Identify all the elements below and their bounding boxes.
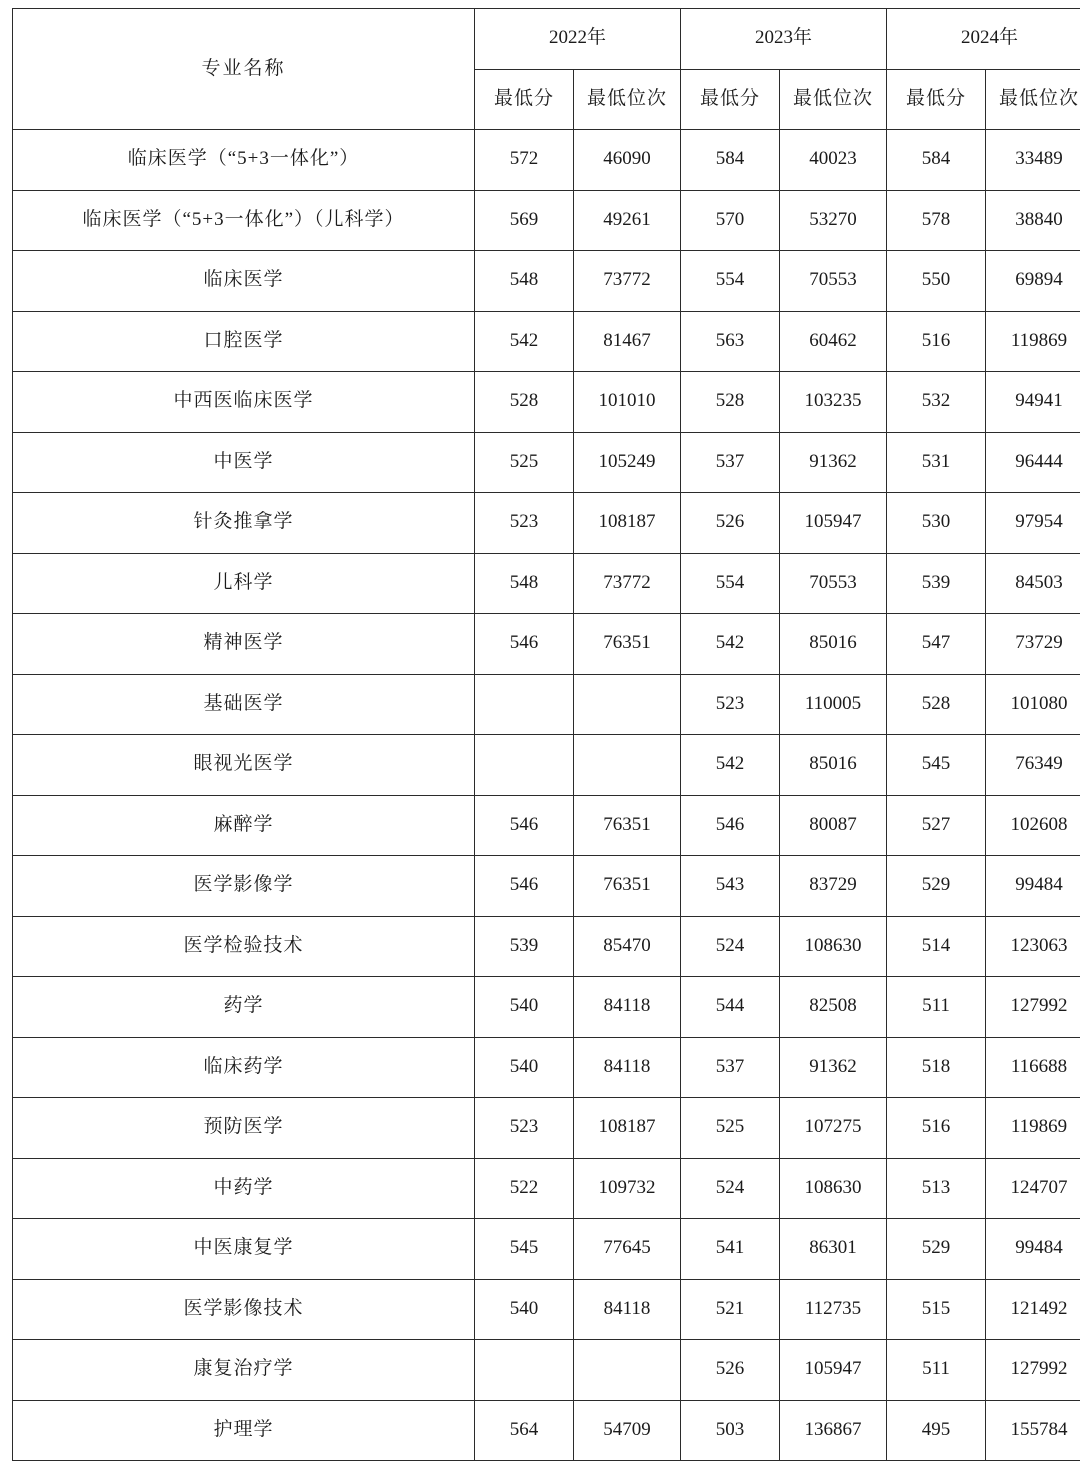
min-score-cell: 528 bbox=[887, 674, 986, 735]
column-header-min-score-2024: 最低分 bbox=[887, 69, 986, 130]
min-score-cell: 548 bbox=[475, 251, 574, 312]
min-score-cell: 554 bbox=[681, 553, 780, 614]
major-name-cell: 口腔医学 bbox=[13, 311, 475, 372]
min-score-cell: 540 bbox=[475, 1279, 574, 1340]
table-row bbox=[13, 1279, 1080, 1340]
table-row bbox=[13, 372, 1080, 433]
min-rank-cell: 97954 bbox=[986, 493, 1080, 554]
major-name-cell: 中医康复学 bbox=[13, 1219, 475, 1280]
min-rank-cell: 107275 bbox=[780, 1098, 887, 1159]
min-score-cell: 522 bbox=[475, 1158, 574, 1219]
min-rank-cell: 76351 bbox=[574, 795, 681, 856]
min-score-cell: 546 bbox=[475, 856, 574, 917]
major-name-cell: 临床医学（“5+3一体化”） bbox=[13, 130, 475, 191]
min-rank-cell: 73729 bbox=[986, 614, 1080, 675]
min-rank-cell: 46090 bbox=[574, 130, 681, 191]
min-score-cell: 544 bbox=[681, 977, 780, 1038]
min-score-cell: 539 bbox=[887, 553, 986, 614]
min-rank-cell: 108187 bbox=[574, 1098, 681, 1159]
min-rank-cell bbox=[574, 735, 681, 796]
min-rank-cell: 77645 bbox=[574, 1219, 681, 1280]
min-score-cell: 525 bbox=[475, 432, 574, 493]
min-score-cell: 523 bbox=[475, 1098, 574, 1159]
min-rank-cell: 85470 bbox=[574, 916, 681, 977]
table-row bbox=[13, 735, 1080, 796]
min-rank-cell: 70553 bbox=[780, 553, 887, 614]
major-name-cell: 临床药学 bbox=[13, 1037, 475, 1098]
column-header-min-rank-2024: 最低位次 bbox=[986, 69, 1080, 130]
min-rank-cell: 119869 bbox=[986, 1098, 1080, 1159]
major-name-cell: 预防医学 bbox=[13, 1098, 475, 1159]
min-score-cell: 564 bbox=[475, 1400, 574, 1461]
min-rank-cell: 110005 bbox=[780, 674, 887, 735]
table-row bbox=[13, 1400, 1080, 1461]
major-name-cell: 中医学 bbox=[13, 432, 475, 493]
min-score-cell: 526 bbox=[681, 493, 780, 554]
major-name-cell: 基础医学 bbox=[13, 674, 475, 735]
min-score-cell: 542 bbox=[681, 614, 780, 675]
min-rank-cell: 108187 bbox=[574, 493, 681, 554]
min-rank-cell: 99484 bbox=[986, 1219, 1080, 1280]
min-rank-cell: 73772 bbox=[574, 553, 681, 614]
min-rank-cell: 101080 bbox=[986, 674, 1080, 735]
min-rank-cell: 40023 bbox=[780, 130, 887, 191]
min-score-cell: 524 bbox=[681, 916, 780, 977]
min-score-cell: 572 bbox=[475, 130, 574, 191]
min-rank-cell: 53270 bbox=[780, 190, 887, 251]
min-score-cell bbox=[475, 1340, 574, 1401]
table-row bbox=[13, 614, 1080, 675]
min-rank-cell: 82508 bbox=[780, 977, 887, 1038]
min-rank-cell: 108630 bbox=[780, 916, 887, 977]
min-score-cell: 570 bbox=[681, 190, 780, 251]
min-rank-cell: 123063 bbox=[986, 916, 1080, 977]
min-score-cell: 584 bbox=[887, 130, 986, 191]
min-rank-cell: 85016 bbox=[780, 614, 887, 675]
major-name-cell: 药学 bbox=[13, 977, 475, 1038]
min-score-cell: 531 bbox=[887, 432, 986, 493]
min-score-cell: 545 bbox=[887, 735, 986, 796]
min-score-cell: 578 bbox=[887, 190, 986, 251]
min-score-cell: 511 bbox=[887, 1340, 986, 1401]
min-score-cell: 528 bbox=[681, 372, 780, 433]
min-rank-cell: 60462 bbox=[780, 311, 887, 372]
major-name-cell: 儿科学 bbox=[13, 553, 475, 614]
min-rank-cell: 76349 bbox=[986, 735, 1080, 796]
min-score-cell: 550 bbox=[887, 251, 986, 312]
min-rank-cell: 105249 bbox=[574, 432, 681, 493]
min-score-cell: 584 bbox=[681, 130, 780, 191]
column-header-year-2024: 2024年 bbox=[887, 9, 1080, 70]
min-rank-cell: 83729 bbox=[780, 856, 887, 917]
min-rank-cell: 84503 bbox=[986, 553, 1080, 614]
min-rank-cell: 54709 bbox=[574, 1400, 681, 1461]
min-score-cell: 526 bbox=[681, 1340, 780, 1401]
major-name-cell: 康复治疗学 bbox=[13, 1340, 475, 1401]
min-score-cell: 527 bbox=[887, 795, 986, 856]
min-rank-cell: 109732 bbox=[574, 1158, 681, 1219]
min-score-cell: 514 bbox=[887, 916, 986, 977]
min-rank-cell: 96444 bbox=[986, 432, 1080, 493]
table-row bbox=[13, 311, 1080, 372]
major-name-cell: 针灸推拿学 bbox=[13, 493, 475, 554]
min-rank-cell bbox=[574, 674, 681, 735]
min-rank-cell: 86301 bbox=[780, 1219, 887, 1280]
major-name-cell: 医学影像技术 bbox=[13, 1279, 475, 1340]
min-rank-cell: 49261 bbox=[574, 190, 681, 251]
min-score-cell: 539 bbox=[475, 916, 574, 977]
min-score-cell: 537 bbox=[681, 432, 780, 493]
min-rank-cell: 103235 bbox=[780, 372, 887, 433]
min-rank-cell: 155784 bbox=[986, 1400, 1080, 1461]
min-rank-cell: 102608 bbox=[986, 795, 1080, 856]
table-row bbox=[13, 1158, 1080, 1219]
min-score-cell: 524 bbox=[681, 1158, 780, 1219]
table-header bbox=[13, 9, 1080, 130]
min-rank-cell: 94941 bbox=[986, 372, 1080, 433]
table-row bbox=[13, 251, 1080, 312]
min-rank-cell: 84118 bbox=[574, 977, 681, 1038]
table-row bbox=[13, 190, 1080, 251]
min-rank-cell: 101010 bbox=[574, 372, 681, 433]
table-row bbox=[13, 553, 1080, 614]
column-header-min-score-2022: 最低分 bbox=[475, 69, 574, 130]
min-rank-cell: 84118 bbox=[574, 1037, 681, 1098]
min-rank-cell bbox=[574, 1340, 681, 1401]
table-body bbox=[13, 130, 1080, 1461]
column-header-min-rank-2022: 最低位次 bbox=[574, 69, 681, 130]
min-score-cell: 523 bbox=[681, 674, 780, 735]
major-name-cell: 麻醉学 bbox=[13, 795, 475, 856]
min-rank-cell: 76351 bbox=[574, 614, 681, 675]
major-name-cell: 眼视光医学 bbox=[13, 735, 475, 796]
min-rank-cell: 69894 bbox=[986, 251, 1080, 312]
min-score-cell: 503 bbox=[681, 1400, 780, 1461]
major-name-cell: 中西医临床医学 bbox=[13, 372, 475, 433]
major-name-cell: 临床医学 bbox=[13, 251, 475, 312]
min-score-cell: 540 bbox=[475, 1037, 574, 1098]
min-score-cell: 529 bbox=[887, 856, 986, 917]
min-score-cell: 540 bbox=[475, 977, 574, 1038]
min-rank-cell: 105947 bbox=[780, 1340, 887, 1401]
min-score-cell: 546 bbox=[475, 795, 574, 856]
min-score-cell: 537 bbox=[681, 1037, 780, 1098]
table-row bbox=[13, 795, 1080, 856]
min-rank-cell: 70553 bbox=[780, 251, 887, 312]
min-rank-cell: 105947 bbox=[780, 493, 887, 554]
major-name-cell: 临床医学（“5+3一体化”）（儿科学） bbox=[13, 190, 475, 251]
min-score-cell: 516 bbox=[887, 311, 986, 372]
min-score-cell: 525 bbox=[681, 1098, 780, 1159]
column-header-year-2023: 2023年 bbox=[681, 9, 887, 70]
major-name-cell: 中药学 bbox=[13, 1158, 475, 1219]
min-rank-cell: 38840 bbox=[986, 190, 1080, 251]
min-score-cell: 542 bbox=[681, 735, 780, 796]
min-rank-cell: 112735 bbox=[780, 1279, 887, 1340]
min-score-cell: 546 bbox=[681, 795, 780, 856]
column-header-year-2022: 2022年 bbox=[475, 9, 681, 70]
min-rank-cell: 127992 bbox=[986, 977, 1080, 1038]
major-name-cell: 护理学 bbox=[13, 1400, 475, 1461]
min-score-cell: 569 bbox=[475, 190, 574, 251]
major-name-cell: 精神医学 bbox=[13, 614, 475, 675]
table-row bbox=[13, 916, 1080, 977]
min-score-cell bbox=[475, 674, 574, 735]
min-rank-cell: 80087 bbox=[780, 795, 887, 856]
min-rank-cell: 91362 bbox=[780, 432, 887, 493]
min-rank-cell: 116688 bbox=[986, 1037, 1080, 1098]
min-score-cell: 511 bbox=[887, 977, 986, 1038]
min-score-cell: 513 bbox=[887, 1158, 986, 1219]
table-row bbox=[13, 1219, 1080, 1280]
min-score-cell: 546 bbox=[475, 614, 574, 675]
min-score-cell: 495 bbox=[887, 1400, 986, 1461]
min-rank-cell: 76351 bbox=[574, 856, 681, 917]
min-score-cell: 543 bbox=[681, 856, 780, 917]
min-rank-cell: 81467 bbox=[574, 311, 681, 372]
min-score-cell: 563 bbox=[681, 311, 780, 372]
table-row bbox=[13, 856, 1080, 917]
column-header-major: 专业名称 bbox=[13, 9, 475, 130]
min-rank-cell: 33489 bbox=[986, 130, 1080, 191]
min-rank-cell: 127992 bbox=[986, 1340, 1080, 1401]
min-score-cell: 528 bbox=[475, 372, 574, 433]
min-score-cell: 547 bbox=[887, 614, 986, 675]
min-score-cell: 515 bbox=[887, 1279, 986, 1340]
header-row-years bbox=[13, 9, 1080, 70]
min-score-cell: 545 bbox=[475, 1219, 574, 1280]
min-rank-cell: 91362 bbox=[780, 1037, 887, 1098]
min-score-cell: 521 bbox=[681, 1279, 780, 1340]
column-header-min-score-2023: 最低分 bbox=[681, 69, 780, 130]
min-rank-cell: 99484 bbox=[986, 856, 1080, 917]
min-score-cell: 523 bbox=[475, 493, 574, 554]
major-name-cell: 医学影像学 bbox=[13, 856, 475, 917]
table-row bbox=[13, 432, 1080, 493]
table-row bbox=[13, 977, 1080, 1038]
min-rank-cell: 108630 bbox=[780, 1158, 887, 1219]
table-row bbox=[13, 1340, 1080, 1401]
min-rank-cell: 85016 bbox=[780, 735, 887, 796]
min-score-cell: 529 bbox=[887, 1219, 986, 1280]
min-rank-cell: 121492 bbox=[986, 1279, 1080, 1340]
admission-score-table bbox=[12, 8, 1080, 1461]
table-row bbox=[13, 130, 1080, 191]
min-score-cell: 548 bbox=[475, 553, 574, 614]
min-score-cell: 516 bbox=[887, 1098, 986, 1159]
table-row bbox=[13, 1098, 1080, 1159]
table-row bbox=[13, 674, 1080, 735]
major-name-cell: 医学检验技术 bbox=[13, 916, 475, 977]
table-row bbox=[13, 1037, 1080, 1098]
min-score-cell: 541 bbox=[681, 1219, 780, 1280]
min-score-cell: 554 bbox=[681, 251, 780, 312]
min-score-cell: 532 bbox=[887, 372, 986, 433]
min-score-cell bbox=[475, 735, 574, 796]
min-rank-cell: 73772 bbox=[574, 251, 681, 312]
table-row bbox=[13, 493, 1080, 554]
min-score-cell: 518 bbox=[887, 1037, 986, 1098]
min-score-cell: 530 bbox=[887, 493, 986, 554]
min-rank-cell: 84118 bbox=[574, 1279, 681, 1340]
min-rank-cell: 124707 bbox=[986, 1158, 1080, 1219]
min-score-cell: 542 bbox=[475, 311, 574, 372]
min-rank-cell: 119869 bbox=[986, 311, 1080, 372]
column-header-min-rank-2023: 最低位次 bbox=[780, 69, 887, 130]
min-rank-cell: 136867 bbox=[780, 1400, 887, 1461]
